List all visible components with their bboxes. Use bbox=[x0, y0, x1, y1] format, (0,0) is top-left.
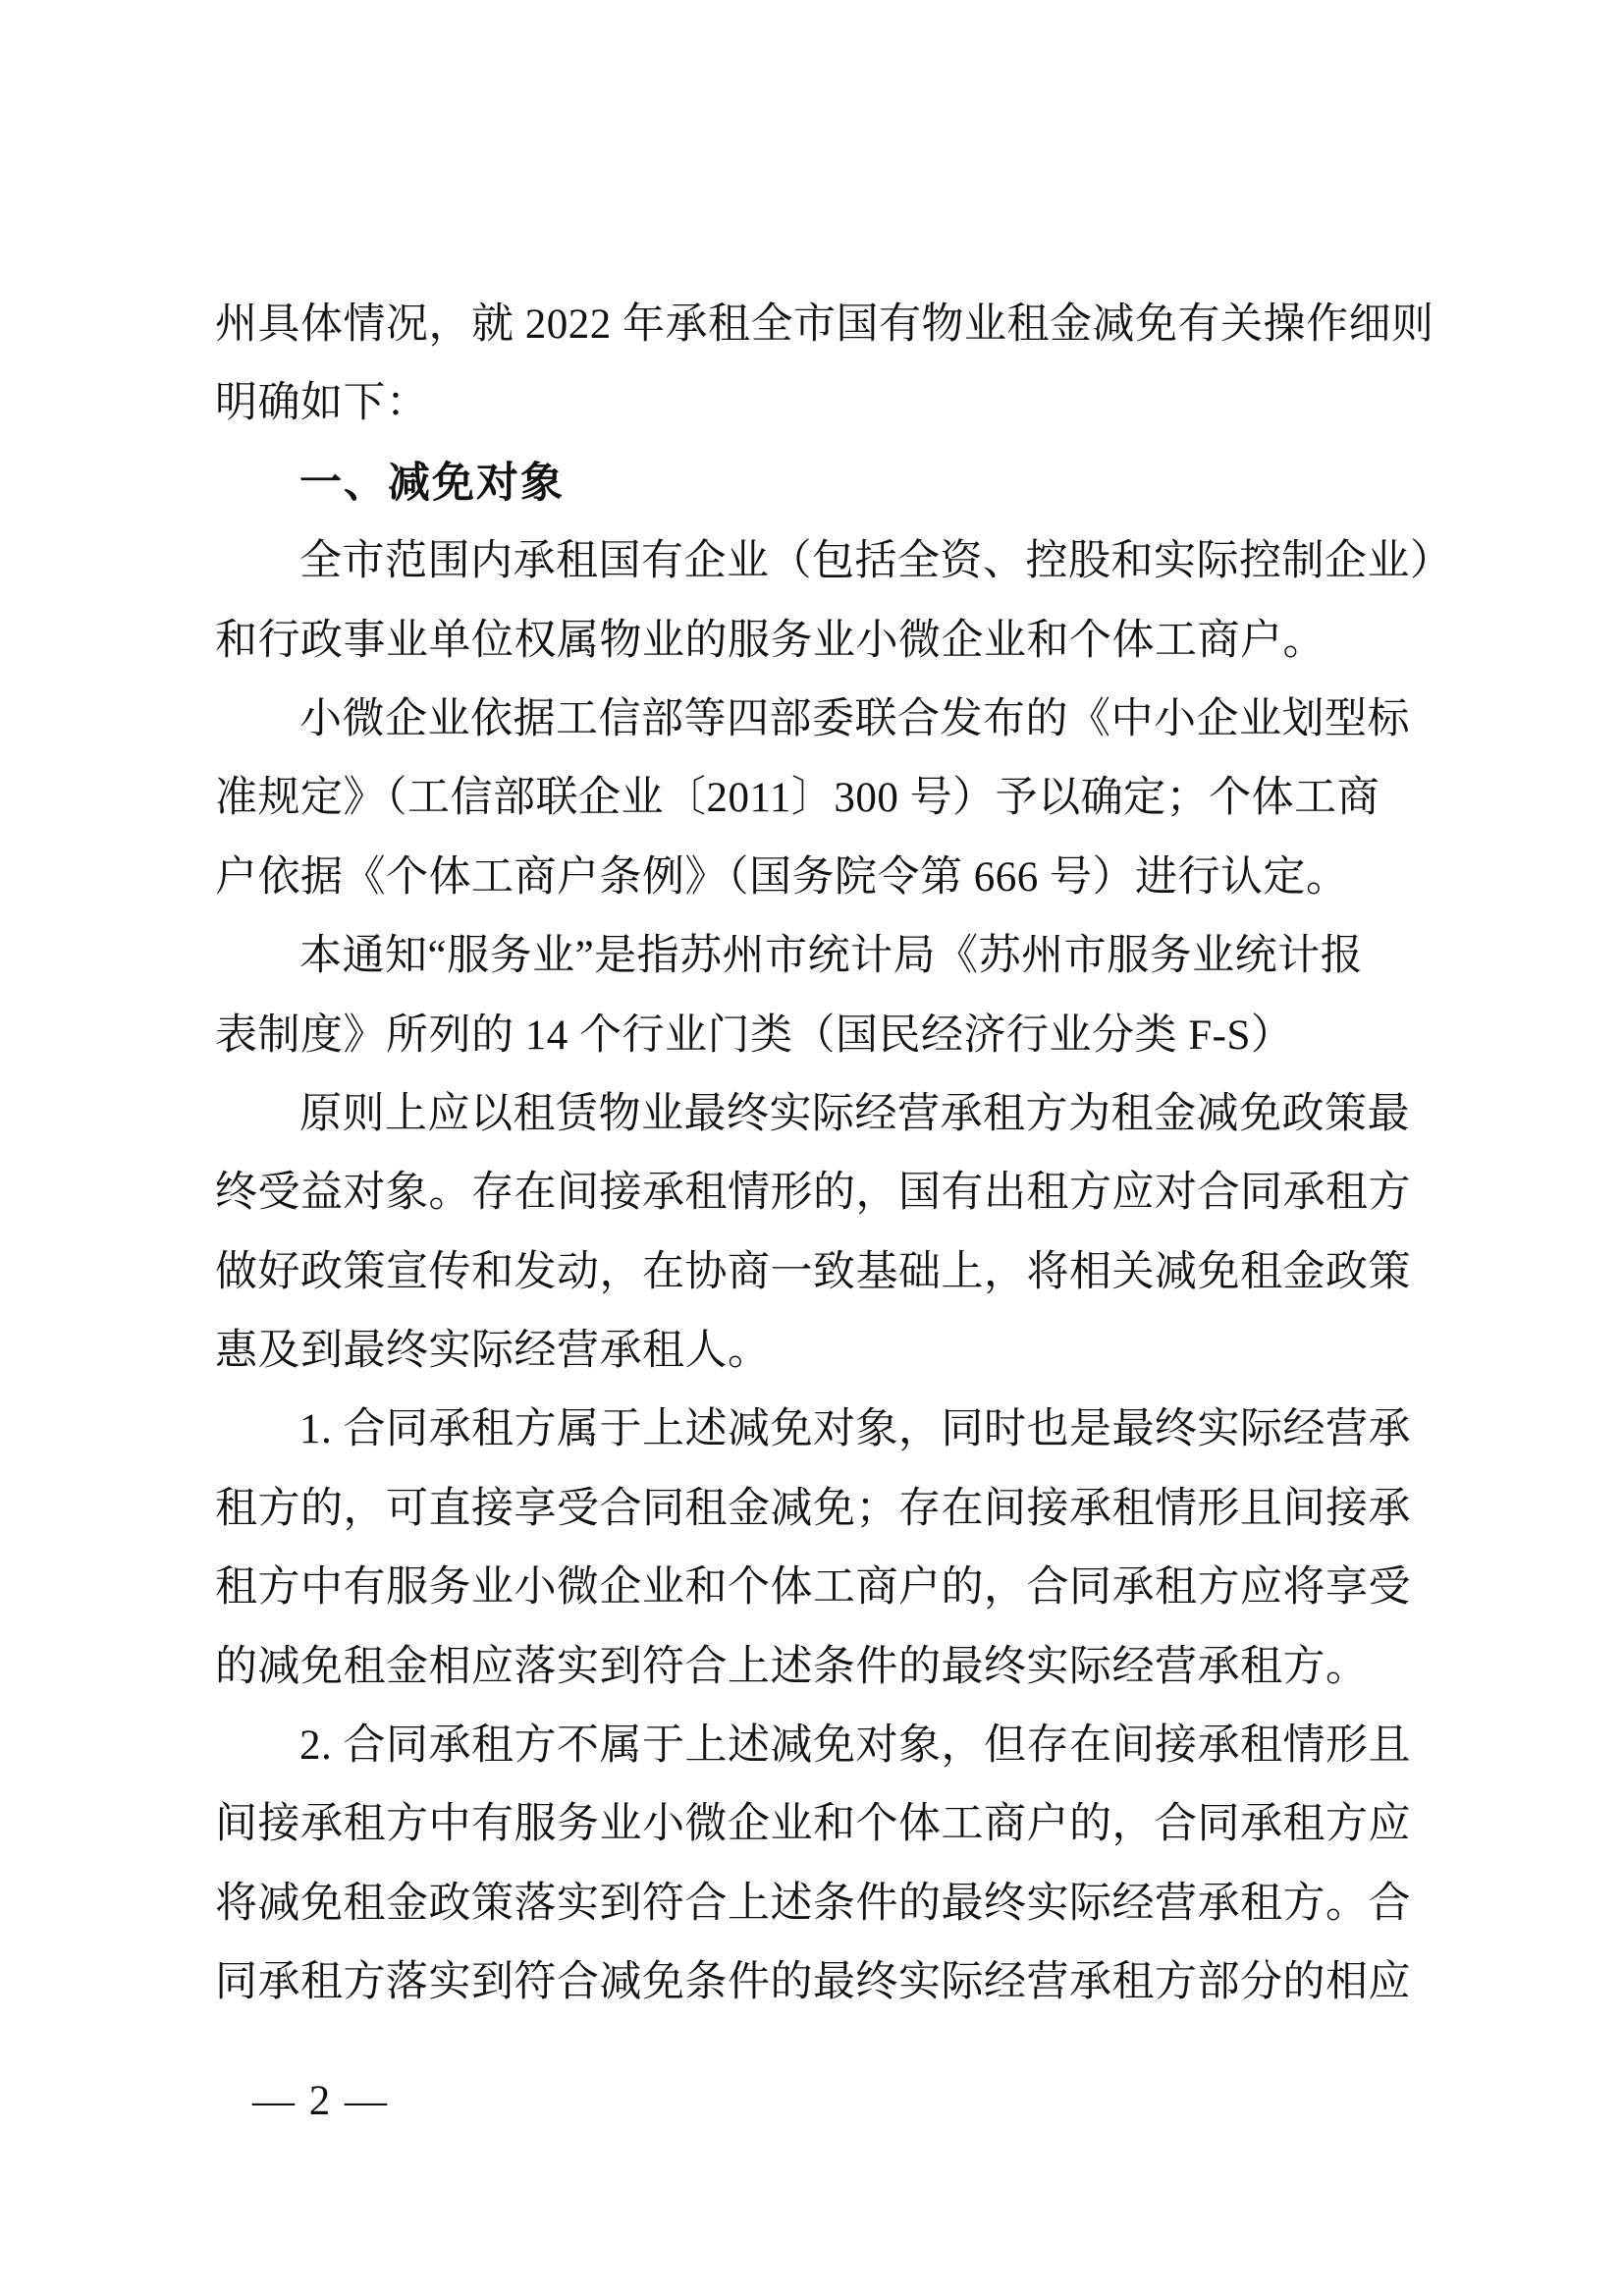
text-line: 本通知“服务业”是指苏州市统计局《苏州市服务业统计报 bbox=[299, 933, 1364, 980]
text-line: 租方的，可直接享受合同租金减免；存在间接承租情形且间接承 bbox=[215, 1485, 1411, 1532]
text-line: 1. 合同承租方属于上述减免对象，同时也是最终实际经营承 bbox=[299, 1406, 1411, 1453]
text-line: 2. 合同承租方不属于上述减免对象，但存在间接承租情形且 bbox=[299, 1722, 1411, 1770]
text-line: 全市范围内承租国有企业（包括全资、控股和实际控制企业） bbox=[299, 538, 1453, 585]
text-line: 州具体情况，就 2022 年承租全市国有物业租金减免有关操作细则 bbox=[215, 301, 1434, 348]
section-heading: 一、减免对象 bbox=[299, 459, 565, 507]
text-line: 终受益对象。存在间接承租情形的，国有出租方应对合同承租方 bbox=[215, 1170, 1411, 1217]
text-line: 户依据《个体工商户条例》（国务院令第 666 号）进行认定。 bbox=[215, 853, 1349, 901]
text-line: 原则上应以租赁物业最终实际经营承租方为租金减免政策最 bbox=[299, 1090, 1410, 1137]
text-line: 明确如下： bbox=[215, 380, 429, 427]
document-body bbox=[215, 286, 1453, 2023]
text-line: 将减免租金政策落实到符合上述条件的最终实际经营承租方。合 bbox=[215, 1880, 1411, 1927]
text-line: 做好政策宣传和发动，在协商一致基础上，将相关减免租金政策 bbox=[215, 1248, 1411, 1295]
text-line: 的减免租金相应落实到符合上述条件的最终实际经营承租方。 bbox=[215, 1643, 1369, 1690]
text-line: 间接承租方中有服务业小微企业和个体工商户的，合同承租方应 bbox=[215, 1801, 1411, 1848]
page-number: — 2 — bbox=[252, 2078, 389, 2124]
text-line: 表制度》所列的 14 个行业门类（国民经济行业分类 F-S） bbox=[215, 1011, 1294, 1059]
text-line: 同承租方落实到符合减免条件的最终实际经营承租方部分的相应 bbox=[215, 1959, 1411, 2006]
text-line: 小微企业依据工信部等四部委联合发布的《中小企业划型标 bbox=[299, 695, 1410, 742]
text-line: 惠及到最终实际经营承租人。 bbox=[215, 1328, 771, 1375]
text-line: 租方中有服务业小微企业和个体工商户的，合同承租方应将享受 bbox=[215, 1564, 1411, 1612]
text-line: 准规定》（工信部联企业〔2011〕300 号）予以确定；个体工商 bbox=[215, 775, 1380, 822]
text-line: 和行政事业单位权属物业的服务业小微企业和个体工商户。 bbox=[215, 617, 1325, 664]
